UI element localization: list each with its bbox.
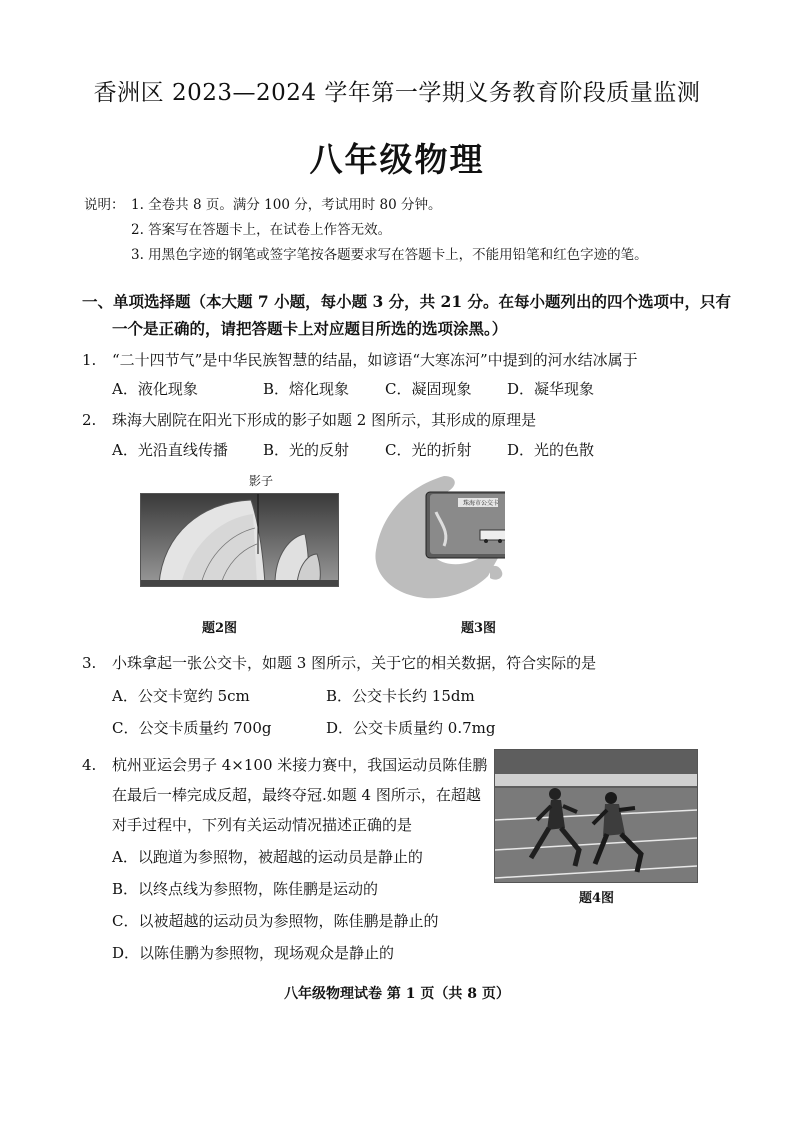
q4-number: 4. <box>82 756 97 774</box>
q4-option-b: B．以终点线为参照物，陈佳鹏是运动的 <box>112 880 379 898</box>
page-footer: 八年级物理试卷 第 1 页（共 8 页） <box>284 986 510 1002</box>
subject-title: 八年级物理 <box>309 140 485 179</box>
q1-option-a: A．液化现象 <box>112 380 198 398</box>
fig3-hand-card-image <box>370 472 505 602</box>
q4-option-a: A．以跑道为参照物，被超越的运动员是静止的 <box>112 848 423 866</box>
fig3-caption: 题3图 <box>461 621 497 636</box>
fig2-caption: 题2图 <box>202 621 238 636</box>
q1-option-b: B．熔化现象 <box>263 380 350 398</box>
q3-option-c: C．公交卡质量约 700g <box>112 719 272 737</box>
q4-option-c: C．以被超越的运动员为参照物，陈佳鹏是静止的 <box>112 912 439 930</box>
exam-title: 香洲区 2023—2024 学年第一学期义务教育阶段质量监测 <box>93 80 701 106</box>
q2-number: 2. <box>82 411 97 429</box>
fig4-relay-image <box>494 749 698 883</box>
note-item-2: 2. 答案写在答题卡上，在试卷上作答无效。 <box>131 222 392 238</box>
q2-stem: 珠海大剧院在阳光下形成的影子如题 2 图所示，其形成的原理是 <box>112 411 537 429</box>
q2-option-d: D．光的色散 <box>507 441 595 459</box>
q3-option-b: B．公交卡长约 15dm <box>326 687 475 705</box>
note-item-1: 1. 全卷共 8 页。满分 100 分，考试用时 80 分钟。 <box>131 197 442 213</box>
notes-label: 说明： <box>84 197 125 213</box>
q3-option-a: A．公交卡宽约 5cm <box>112 687 250 705</box>
q1-option-d: D．凝华现象 <box>507 380 595 398</box>
fig2-shadow-label: 影子 <box>249 474 274 488</box>
fig3-card-text: 珠海市公交卡 <box>463 500 500 507</box>
section-heading-line2: 一个是正确的，请把答题卡上对应题目所选的选项涂黑。） <box>112 319 508 338</box>
fig2-opera-house-image <box>140 493 339 587</box>
section-heading-line1: 一、单项选择题（本大题 7 小题，每小题 3 分，共 21 分。在每小题列出的四个选项中，只有 <box>82 292 732 311</box>
q4-stem-line1: 杭州亚运会男子 4×100 米接力赛中，我国运动员陈佳鹏 <box>112 756 488 774</box>
q3-number: 3. <box>82 654 97 672</box>
q2-option-c: C．光的折射 <box>385 441 472 459</box>
q4-stem-line2: 在最后一棒完成反超，最终夺冠.如题 4 图所示，在超越 <box>112 786 481 804</box>
q1-stem: “二十四节气”是中华民族智慧的结晶，如谚语“大寒冻河”中提到的河水结冰属于 <box>112 351 638 369</box>
q1-number: 1. <box>82 351 97 369</box>
q4-stem-line3: 对手过程中，下列有关运动情况描述正确的是 <box>112 816 413 834</box>
q3-option-d: D．公交卡质量约 0.7mg <box>326 719 496 737</box>
q3-stem: 小珠拿起一张公交卡，如题 3 图所示，关于它的相关数据，符合实际的是 <box>112 654 597 672</box>
note-item-3: 3. 用黑色字迹的钢笔或签字笔按各题要求写在答题卡上，不能用铅笔和红色字迹的笔。 <box>131 247 648 263</box>
q1-option-c: C．凝固现象 <box>385 380 472 398</box>
q4-option-d: D．以陈佳鹏为参照物，现场观众是静止的 <box>112 944 395 962</box>
q2-option-b: B．光的反射 <box>263 441 350 459</box>
fig4-caption: 题4图 <box>579 891 615 906</box>
q2-option-a: A．光沿直线传播 <box>112 441 228 459</box>
